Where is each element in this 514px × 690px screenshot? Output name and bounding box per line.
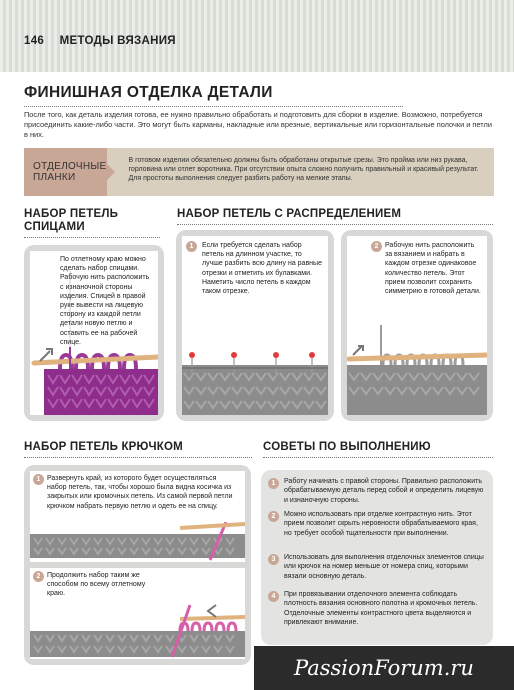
needles-card <box>24 245 164 421</box>
step-number-badge: 2 <box>33 571 44 582</box>
distribution-step-2-panel <box>347 236 487 415</box>
step-number-badge: 3 <box>268 554 279 565</box>
crochet-step-1-text: Развернуть край, из которого будет осуществляться набор петель, так, чтобы хорошо была видна косичка из закрытых или кромочных петель. Из самой первой петли крючком набрать первую петлю и одеть ее на спицу. <box>47 475 233 510</box>
step-number-badge: 2 <box>268 511 279 522</box>
step-number-badge: 2 <box>371 241 382 252</box>
section-title-tips: СОВЕТЫ ПО ВЫПОЛНЕНИЮ <box>263 441 493 454</box>
step-number-badge: 1 <box>33 474 44 485</box>
note-box <box>24 148 494 196</box>
crochet-step-1-panel <box>30 471 245 562</box>
distribution-step-1-card <box>176 230 334 421</box>
note-label-text: ОТДЕЛОЧНЫЕ ПЛАНКИ <box>33 161 107 183</box>
crochet-step-2-illustration <box>30 599 245 659</box>
tip-item <box>268 553 486 581</box>
watermark: PassionForum.ru <box>254 646 514 690</box>
page-title: ФИНИШНАЯ ОТДЕЛКА ДЕТАЛИ <box>24 84 273 101</box>
tip-item <box>268 590 486 628</box>
step-number-badge: 1 <box>268 478 279 489</box>
distribution-step-2-text: Рабочую нить расположить за вязанием и набрать в каждом отрезке одинаковое количество петель. Этот прием позволит сохранить симметрию в готовой детали. <box>385 242 481 296</box>
crochet-step-2-panel <box>30 568 245 659</box>
note-text: В готовом изделии обязательно должны быть обработаны открытые срезы. Это пройма или низ рукава, горловина или отлет воротника. При отсутствии опыта сложно получить правильный и красивый результат. Для простоты выполнения следует разбить работу на мелкие этапы. <box>128 157 479 183</box>
section-title-needles: НАБОР ПЕТЕЛЬ СПИЦАМИ <box>24 208 160 234</box>
tip-text: Можно использовать при отделке контрастную нить. Этот прием позволит скрыть неровности обрабатываемого края, но требует особой тщательности при выполнении. <box>284 511 478 537</box>
crochet-card <box>24 465 251 665</box>
tips-box <box>261 470 493 645</box>
tip-item <box>268 477 486 505</box>
page-header <box>24 35 176 47</box>
needles-illustration <box>30 251 158 415</box>
grey-knit-loops-illustration <box>347 325 487 415</box>
distribution-step-1-text: Если требуется сделать набор петель на длинном участке, то лучше разбить всю длину на равные отрезки и отметить их булавками. Наметить число петель в каждом таком отрезке. <box>202 242 322 296</box>
tip-text: Использовать для выполнения отделочных элементов спицы или крючок на номер меньше от номера спиц, которыми вязали основную деталь. <box>284 554 484 580</box>
section-title-distribution: НАБОР ПЕТЕЛЬ С РАСПРЕДЕЛЕНИЕМ <box>177 208 493 221</box>
tip-item <box>268 510 486 538</box>
crochet-step-2-text: Продолжить набор таким же способом по всему отлетному краю. <box>47 572 146 598</box>
crochet-step-1-illustration <box>30 522 245 562</box>
step-number-badge: 4 <box>268 591 279 602</box>
step-number-badge: 1 <box>186 241 197 252</box>
section-name: МЕТОДЫ ВЯЗАНИЯ <box>59 35 176 47</box>
grey-knit-pins-illustration <box>182 335 328 415</box>
tip-text: При провязывании отделочного элемента соблюдать плотность вязания основного полотна и кромочных петель. Отделочные элементы контрастного цвета выделяются и привлекают внимание. <box>284 591 478 627</box>
distribution-step-2-card <box>341 230 493 421</box>
section-title-crochet: НАБОР ПЕТЕЛЬ КРЮЧКОМ <box>24 441 252 454</box>
page-number: 146 <box>24 35 45 47</box>
needles-text: По отлетному краю можно сделать набор спицами. Рабочую нить расположить с изнаночной стороны изделия. Спицей в правой руке вывести на лицевую сторону из каждой петли детали новую петлю и оставить ее на рабочей спице. <box>60 255 154 347</box>
tip-text: Работу начинать с правой стороны. Правильно расположить обрабатываемую деталь перед собой и определить лицевую и изнаночную стороны. <box>284 478 484 504</box>
note-label <box>24 148 107 196</box>
distribution-step-1-panel <box>182 236 328 415</box>
intro-paragraph: После того, как деталь изделия готова, ее нужно правильно обработать и подготовить для сборки в изделие. Возможно, потребуется присоединить какие-либо части. Это могут быть карманы, накладные или врезные, вертикальные или горизонтальные полочки и петли в них. <box>24 110 492 139</box>
